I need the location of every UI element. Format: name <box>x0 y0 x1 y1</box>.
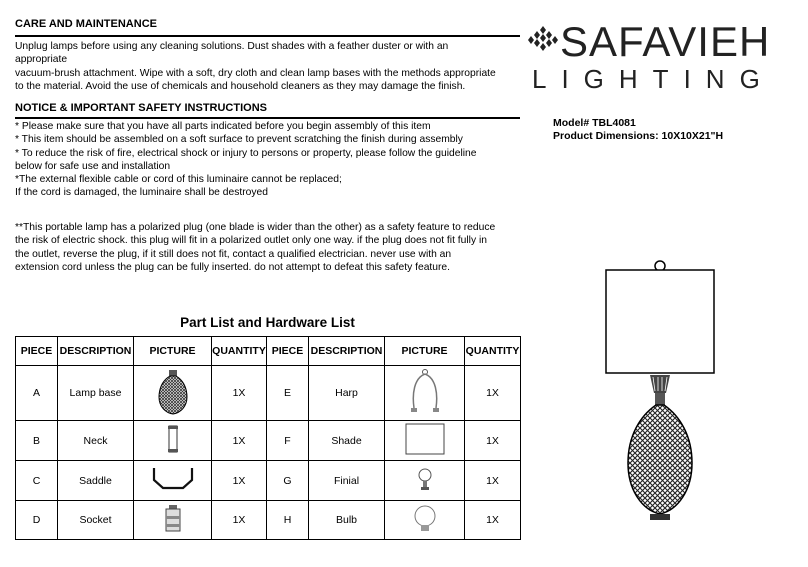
table-header-row <box>16 337 521 366</box>
picture-cell <box>385 461 465 501</box>
quantity-cell: 1X <box>465 421 521 461</box>
quantity-cell: 1X <box>212 421 267 461</box>
piece-cell: H <box>267 501 309 540</box>
header-quantity: QUANTITY <box>212 337 267 366</box>
saddle-icon <box>151 466 195 495</box>
picture-cell <box>134 501 212 540</box>
care-line: to the material. Avoid the use of chemicals and household cleaners as they may damage the finish. <box>15 80 466 92</box>
quantity-cell: 1X <box>212 366 267 421</box>
table-row <box>16 501 521 540</box>
plug-line: the outlet, reverse the plug, if it still does not fit, contact a qualified electrician. never use with an <box>15 248 452 260</box>
lamp-base-icon <box>157 369 189 418</box>
safety-heading: NOTICE & IMPORTANT SAFETY INSTRUCTIONS <box>15 102 267 114</box>
care-line: vacuum-brush attachment. Wipe with a soft, dry cloth and clean lamp bases with the methods appropriate <box>15 67 496 79</box>
brand-sub: LIGHTING <box>532 64 775 94</box>
safety-line: *The external flexible cable or cord of this luminaire cannot be replaced; <box>15 174 342 186</box>
table-row <box>16 366 521 421</box>
plug-notice <box>15 221 495 274</box>
header-piece: PIECE <box>16 337 58 366</box>
header-quantity: QUANTITY <box>465 337 521 366</box>
safety-rule <box>15 117 520 119</box>
parts-table <box>15 336 521 540</box>
description-cell: Harp <box>309 366 385 421</box>
description-cell: Bulb <box>309 501 385 540</box>
piece-cell: E <box>267 366 309 421</box>
piece-cell: G <box>267 461 309 501</box>
brand-name: SAFAVIEH <box>560 18 771 65</box>
neck-icon <box>166 425 180 456</box>
picture-cell <box>385 366 465 421</box>
quantity-cell: 1X <box>465 366 521 421</box>
parts-table-title: Part List and Hardware List <box>180 315 355 330</box>
care-heading: CARE AND MAINTENANCE <box>15 18 157 30</box>
bulb-icon <box>412 505 438 536</box>
piece-cell: B <box>16 421 58 461</box>
header-description: DESCRIPTION <box>58 337 134 366</box>
quantity-cell: 1X <box>465 461 521 501</box>
safety-text <box>15 120 477 200</box>
socket-icon <box>164 504 182 537</box>
care-line: appropriate <box>15 54 68 66</box>
safety-line: * This item should be assembled on a soft surface to prevent scratching the finish during assembly <box>15 134 463 146</box>
safety-line: * Please make sure that you have all parts indicated before you begin assembly of this item <box>15 121 431 132</box>
quantity-cell: 1X <box>212 461 267 501</box>
lamp-illustration <box>600 258 720 548</box>
model-number: Model# TBL4081 <box>553 117 636 129</box>
picture-cell <box>134 421 212 461</box>
header-picture: PICTURE <box>385 337 465 366</box>
description-cell: Saddle <box>58 461 134 501</box>
picture-cell <box>134 366 212 421</box>
shade-icon <box>405 423 445 458</box>
piece-cell: A <box>16 366 58 421</box>
table-row <box>16 461 521 501</box>
safety-line: below for safe use and installation <box>15 160 171 172</box>
care-text <box>15 40 496 93</box>
safety-line: If the cord is damaged, the luminaire shall be destroyed <box>15 187 268 199</box>
table-row <box>16 421 521 461</box>
harp-icon <box>408 368 442 419</box>
description-cell: Neck <box>58 421 134 461</box>
plug-line: the risk of electric shock. this plug will fit in a polarized outlet only one way. if the plug does not fit fully in <box>15 235 487 247</box>
header-picture: PICTURE <box>134 337 212 366</box>
header-piece: PIECE <box>267 337 309 366</box>
piece-cell: D <box>16 501 58 540</box>
quantity-cell: 1X <box>212 501 267 540</box>
picture-cell <box>385 501 465 540</box>
care-line: Unplug lamps before using any cleaning solutions. Dust shades with a feather duster or with an <box>15 41 449 52</box>
quantity-cell: 1X <box>465 501 521 540</box>
finial-icon <box>417 467 433 494</box>
safavieh-logo-icon <box>528 26 558 52</box>
piece-cell: C <box>16 461 58 501</box>
picture-cell <box>385 421 465 461</box>
safety-line: * To reduce the risk of fire, electrical shock or injury to persons or property, please follow the guideline <box>15 147 477 159</box>
piece-cell: F <box>267 421 309 461</box>
plug-line: **This portable lamp has a polarized plug (one blade is wider than the other) as a safety feature to reduce <box>15 222 496 233</box>
plug-line: extension cord unless the plug can be fully inserted. do not attempt to defeat this safety feature. <box>15 261 451 273</box>
product-dimensions: Product Dimensions: 10X10X21"H <box>553 130 724 142</box>
description-cell: Finial <box>309 461 385 501</box>
header-description: DESCRIPTION <box>309 337 385 366</box>
description-cell: Socket <box>58 501 134 540</box>
care-rule <box>15 35 520 37</box>
description-cell: Shade <box>309 421 385 461</box>
description-cell: Lamp base <box>58 366 134 421</box>
picture-cell <box>134 461 212 501</box>
